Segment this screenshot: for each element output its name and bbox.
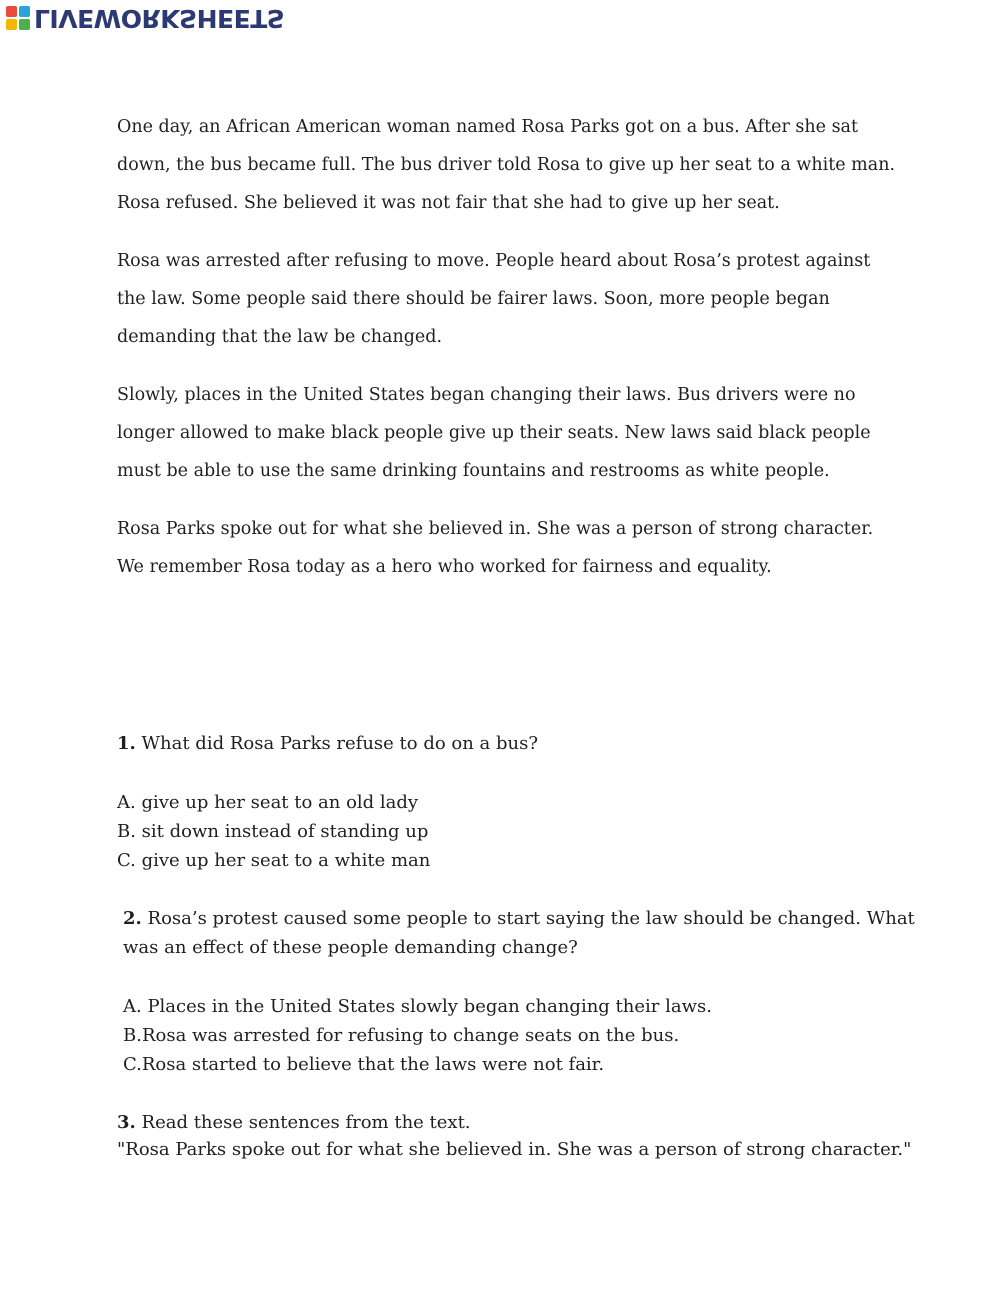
question-2-stem — [123, 904, 923, 962]
question-3-text: Read these sentences from the text. — [135, 1112, 471, 1133]
logo-block-green — [19, 19, 30, 30]
question-2-option-b[interactable]: B.Rosa was arrested for refusing to change seats on the bus. — [123, 1025, 680, 1046]
question-3 — [117, 1108, 937, 1164]
question-1-options — [117, 788, 917, 875]
question-2-options — [123, 992, 923, 1079]
logo-blocks-icon — [6, 6, 30, 30]
question-2-option-a[interactable]: A. Places in the United States slowly began changing their laws. — [123, 996, 712, 1017]
logo-block-red — [6, 6, 17, 17]
logo-text: LIVEWORKSHEETS — [34, 4, 285, 33]
story-paragraph-2: Rosa was arrested after refusing to move. People heard about Rosa’s protest against the law. Some people said there should be fairer laws. Soon, more people began demanding that the law be changed. — [117, 251, 871, 347]
story-paragraph-1: One day, an African American woman named Rosa Parks got on a bus. After she sat down, the bus became full. The bus driver told Rosa to give up her seat to a white man. Rosa refused. She believed it was not fair that she had to give up her seat. — [117, 117, 896, 213]
reading-passage — [117, 108, 907, 606]
question-2-number: 2. — [123, 908, 142, 929]
liveworksheets-logo — [6, 3, 284, 33]
story-paragraph-3: Slowly, places in the United States began changing their laws. Bus drivers were no longer allowed to make black people give up their seats. New laws said black people must be able to use the same drinking fountains and restrooms as white people. — [117, 385, 871, 481]
question-1-option-a[interactable]: A. give up her seat to an old lady — [117, 792, 419, 813]
question-2 — [123, 904, 923, 1079]
question-1-option-c[interactable]: C. give up her seat to a white man — [117, 850, 431, 871]
question-1-text: What did Rosa Parks refuse to do on a bus? — [135, 733, 539, 754]
question-1 — [117, 729, 917, 875]
question-1-number: 1. — [117, 733, 136, 754]
question-2-option-c[interactable]: C.Rosa started to believe that the laws were not fair. — [123, 1054, 605, 1075]
question-2-text: Rosa’s protest caused some people to start saying the law should be changed. What was an effect of these people demanding change? — [123, 908, 915, 958]
logo-block-blue — [19, 6, 30, 17]
question-3-stem — [117, 1108, 937, 1137]
question-1-stem — [117, 729, 917, 758]
question-3-number: 3. — [117, 1112, 136, 1133]
story-paragraph-4: Rosa Parks spoke out for what she believed in. She was a person of strong character. We remember Rosa today as a hero who worked for fairness and equality. — [117, 519, 874, 577]
question-1-option-b[interactable]: B. sit down instead of standing up — [117, 821, 429, 842]
question-3-quote: "Rosa Parks spoke out for what she believed in. She was a person of strong character." — [117, 1139, 912, 1160]
logo-block-yellow — [6, 19, 17, 30]
